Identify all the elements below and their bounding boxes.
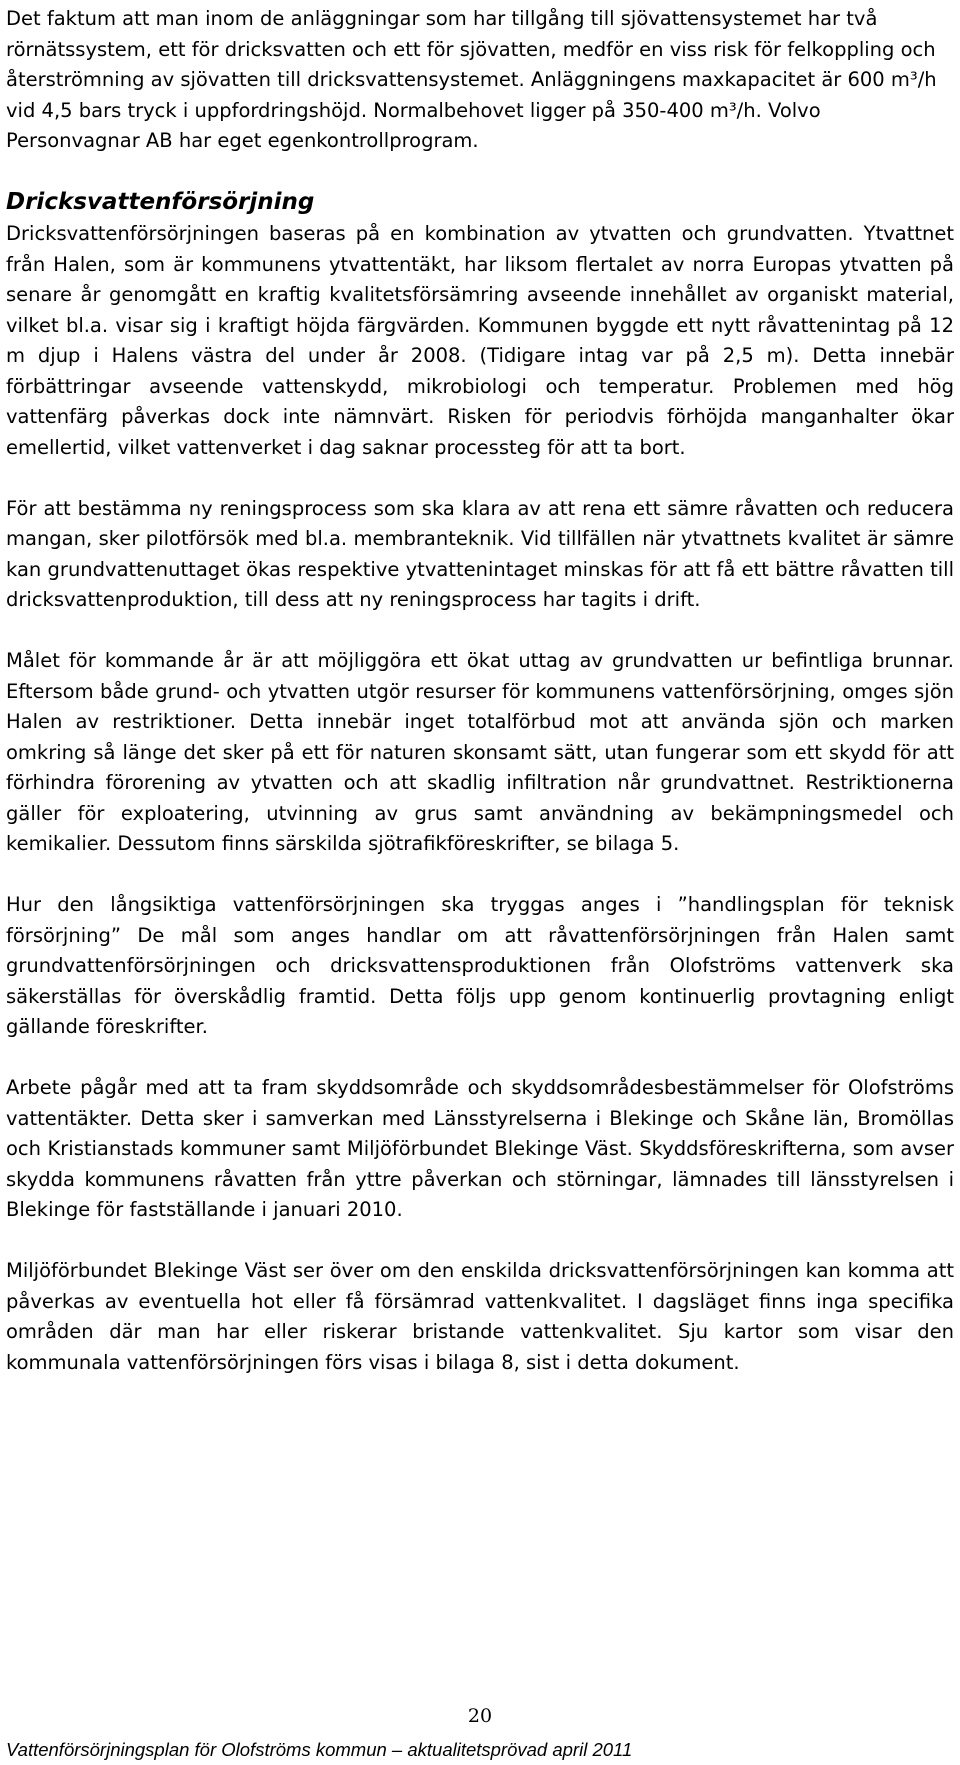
intro-paragraph: Det faktum att man inom de anläggningar som har tillgång till sjövattensystemet har två rörnätssystem, ett för dricksvatten och ett för sjövatten, medför en viss risk för felkoppling och återströmning av sjövatten till dricksvattensystemet. Anläggningens maxkapacitet är 600 m³/h vid 4,5 bars tryck i uppfordringshöjd. Normalbehovet ligger på 350-400 m³/h. Volvo Personvagnar AB har eget egenkontrollprogram. <box>6 7 937 152</box>
document-body <box>6 4 954 1409</box>
section-heading: Dricksvattenförsörjning <box>6 189 315 215</box>
body-paragraph-2: För att bestämma ny reningsprocess som ska klara av att rena ett sämre råvatten och reducera mangan, sker pilotförsök med bl.a. membranteknik. Vid tillfällen när ytvattnets kvalitet är sämre kan grundvattenuttaget ökas respektive ytvattenintaget minskas för att få ett bättre råvatten till dricksvattenproduktion, till dess att ny reningsprocess har tagits i drift. <box>6 496 954 611</box>
body-paragraph-1: Dricksvattenförsörjningen baseras på en kombination av ytvatten och grundvatten. Ytvattnet från Halen, som är kommunens ytvattentäkt, har liksom flertalet av norra Europas ytvatten på senare år genomgått en kraftig kvalitetsförsämring avseende innehållet av organiskt material, vilket bl.a. visar sig i kraftigt höjda färgvärden. Kommunen byggde ett nytt råvattenintag på 12 m djup i Halens västra del under år 2008. (Tidigare intag var på 2,5 m). Detta innebär förbättringar avseende vattenskydd, mikrobiologi och temperatur. Problemen med hög vattenfärg påverkas dock inte nämnvärt. Risken för periodvis förhöjda manganhalter ökar emellertid, vilket vattenverket i dag saknar processteg för att ta bort. <box>6 222 954 459</box>
body-paragraph-5: Arbete pågår med att ta fram skyddsområde och skyddsområdesbestämmelser för Olofströms vattentäkter. Detta sker i samverkan med Länsstyrelserna i Blekinge och Skåne län, Bromöllas och Kristianstads kommuner samt Miljöförbundet Blekinge Väst. Skyddsföreskrifterna, som avser skydda kommunens råvatten från yttre påverkan och störningar, lämnades till länsstyrelsen i Blekinge för fastställande i januari 2010. <box>6 1076 954 1221</box>
body-paragraph-6: Miljöförbundet Blekinge Väst ser över om den enskilda dricksvattenförsörjningen kan komma att påverkas av eventuella hot eller få försämrad vattenkvalitet. I dagsläget finns inga specifika områden där man har eller riskerar bristande vattenkvalitet. Sju kartor som visar den kommunala vattenförsörjningen förs visas i bilaga 8, sist i detta dokument. <box>6 1259 954 1374</box>
body-paragraph-4: Hur den långsiktiga vattenförsörjningen ska tryggas anges i ”handlingsplan för teknisk försörjning” De mål som anges handlar om att råvattenförsörjningen från Halen samt grundvattenförsörjningen och dricksvattensproduktionen från Olofströms vattenverk ska säkerställas för överskådlig framtid. Detta följs upp genom kontinuerlig provtagning enligt gällande föreskrifter. <box>6 893 954 1038</box>
page-number: 20 <box>467 1705 493 1727</box>
page-footer: Vattenförsörjningsplan för Olofströms kommun – aktualitetsprövad april 2011 <box>6 1739 633 1760</box>
body-paragraph-3: Målet för kommande år är att möjliggöra ett ökat uttag av grundvatten ur befintliga brunnar. Eftersom både grund- och ytvatten utgör resurser för kommunens vattenförsörjning, omges sjön Halen av restriktioner. Detta innebär inget totalförbud mot att använda sjön och marken omkring så länge det sker på ett för naturen skonsamt sätt, utan fungerar som ett skydd för att förhindra förorening av ytvatten och att skadlig infiltration når grundvattnet. Restriktionerna gäller för exploatering, utvinning av grus samt användning av bekämpningsmedel och kemikalier. Dessutom finns särskilda sjötrafikföreskrifter, se bilaga 5. <box>6 649 954 855</box>
